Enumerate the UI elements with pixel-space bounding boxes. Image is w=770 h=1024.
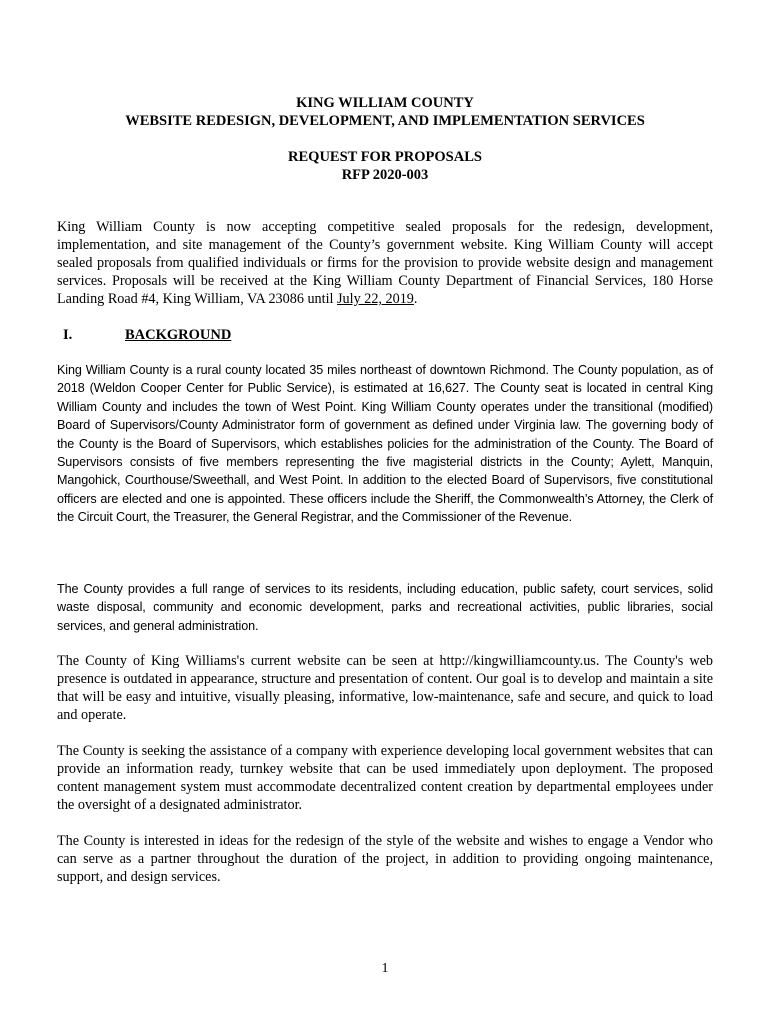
page-number: 1 [381, 961, 389, 976]
background-paragraph-2: The County provides a full range of services to its residents, including education, public safety, court services, solid waste disposal, community and economic development, parks and recreational activities, public libraries, social services, and general administration. [57, 582, 713, 633]
title-rfp: REQUEST FOR PROPOSALS [288, 149, 482, 165]
intro-end: . [413, 291, 418, 307]
title-block [57, 94, 713, 130]
background-paragraph-4: The County is seeking the assistance of a company with experience developing local government websites that can provide an information ready, turnkey website that can be used immediately upon deployment. The proposed content management system must accommodate decentralized content creation by departmental employees under the oversight of a designated administrator. [57, 743, 713, 813]
background-paragraph-5: The County is interested in ideas for the redesign of the style of the website and wishes to engage a Vendor who can serve as a partner throughout the duration of the project, in addition to providing ongoing maintenance, support, and design services. [57, 833, 713, 885]
rfp-block [57, 148, 713, 184]
section-title: BACKGROUND [125, 327, 232, 343]
intro-date: July 22, 2019 [337, 291, 414, 307]
background-paragraph-3: The County of King Williams's current website can be seen at http://kingwilliamcounty.us. The County's web presence is outdated in appearance, structure and presentation of content. Our goal is to develop and maintain a site that will be easy and intuitive, visually pleasing, informative, low-maintenance, safe and secure, and quick to load and operate. [57, 653, 713, 723]
background-paragraph-1: King William County is a rural county located 35 miles northeast of downtown Richmond. The County population, as of 2018 (Weldon Cooper Center for Public Service), is estimated at 16,627. The County seat is located in central King William County and includes the town of West Point. King William County operates under the transitional (modified) Board of Supervisors/County Administrator form of government as defined under Virginia law. The governing body of the County is the Board of Supervisors, which establishes policies for the administration of the County. The Board of Supervisors consists of five members representing the five magisterial districts in the County; Aylett, Manquin, Mangohick, Courthouse/Sweethall, and West Point. In addition to the elected Board of Supervisors, five constitutional officers are elected and one is appointed. These officers include the Sheriff, the Commonwealth’s Attorney, the Clerk of the Circuit Court, the Treasurer, the General Registrar, and the Commissioner of the Revenue. [57, 363, 713, 525]
title-rfp-number: RFP 2020-003 [341, 167, 429, 183]
intro-paragraph [57, 218, 713, 308]
intro-text: King William County is now accepting competitive sealed proposals for the redesign, development, implementation, and site management of the County’s government website. King William County will accept sealed proposals from qualified individuals or firms for the provision to provide website design and management services. Proposals will be received at the King William County Department of Financial Services, 180 Horse Landing Road #4, King William, VA 23086 until [57, 219, 713, 307]
title-project: WEBSITE REDESIGN, DEVELOPMENT, AND IMPLEMENTATION SERVICES [125, 113, 645, 129]
title-county: KING WILLIAM COUNTY [296, 95, 474, 111]
section-number: I. [63, 327, 73, 343]
